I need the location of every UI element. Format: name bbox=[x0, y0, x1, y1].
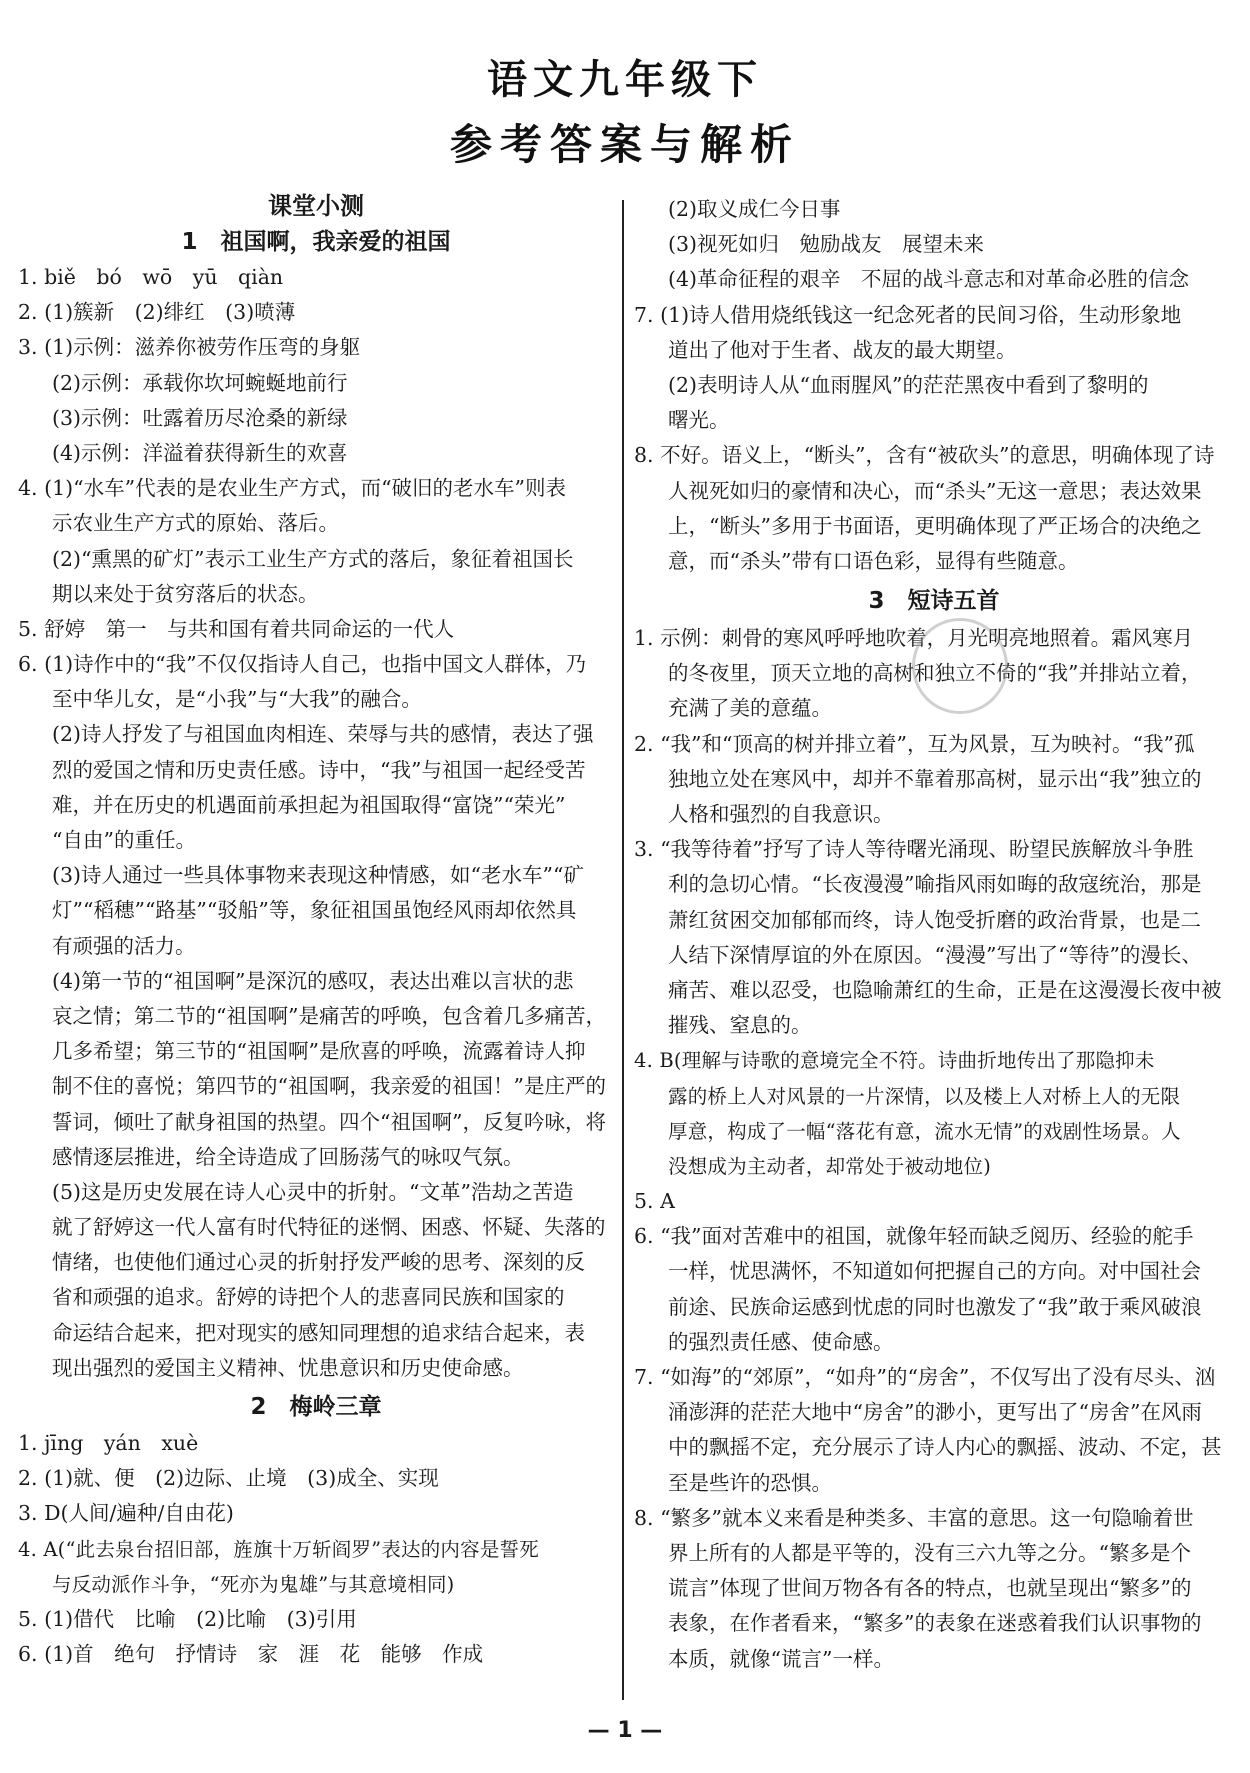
answer-line: 6. “我”面对苦难中的祖国，就像年轻而缺乏阅历、经验的舵手 bbox=[634, 1224, 1194, 1249]
answer-line: (3)视死如归 勉励战友 展望未来 bbox=[668, 232, 985, 257]
answer-line: 8. “繁多”就本义来看是种类多、丰富的意思。这一句隐喻着世 bbox=[634, 1505, 1194, 1530]
section-heading: 1 祖国啊，我亲爱的祖国 bbox=[181, 229, 451, 255]
answer-line: (2)诗人抒发了与祖国血肉相连、荣辱与共的感情，表达了强 bbox=[52, 722, 594, 747]
answer-line: (2)示例：承载你坎坷蜿蜒地前行 bbox=[52, 370, 348, 395]
answer-line: 2. (1)就、便 (2)边际、止境 (3)成全、实现 bbox=[18, 1466, 439, 1491]
answer-line: 一样，忧思满怀，不知道如何把握自己的方向。对中国社会 bbox=[668, 1259, 1201, 1284]
answer-line: 难，并在历史的机遇面前承担起为祖国取得“富饶”“荣光” bbox=[52, 792, 566, 817]
answer-line: (3)诗人通过一些具体事物来表现这种情感，如“老水车”“矿 bbox=[52, 863, 584, 888]
answer-line: 7. (1)诗人借用烧纸钱这一纪念死者的民间习俗，生动形象地 bbox=[634, 302, 1182, 327]
answer-line: 4. B(理解与诗歌的意境完全不符。诗曲折地传出了那隐抑未 bbox=[634, 1049, 1155, 1073]
answer-line: 露的桥上人对风景的一片深情，以及楼上人对桥上人的无限 bbox=[668, 1084, 1181, 1108]
answer-line: 现出强烈的爱国主义精神、忧患意识和历史使命感。 bbox=[52, 1355, 524, 1380]
answer-line: 4. (1)“水车”代表的是农业生产方式，而“破旧的老水车”则表 bbox=[18, 476, 567, 501]
column-divider bbox=[622, 200, 624, 1700]
answer-line: 前途、民族命运感到忧虑的同时也激发了“我”敢于乘风破浪 bbox=[668, 1294, 1202, 1319]
answer-line: (4)革命征程的艰辛 不屈的战斗意志和对革命必胜的信念 bbox=[668, 267, 1190, 292]
answer-line: (3)示例：吐露着历尽沧桑的新绿 bbox=[52, 405, 348, 430]
answer-line: 上，“断头”多用于书面语，更明确体现了严正场合的决绝之 bbox=[668, 513, 1202, 538]
answer-line: 充满了美的意蕴。 bbox=[668, 696, 832, 721]
document-subtitle: 参考答案与解析 bbox=[449, 120, 800, 169]
answer-line: 痛苦、难以忍受，也隐喻萧红的生命，正是在这漫漫长夜中被 bbox=[668, 977, 1222, 1002]
answer-line: 谎言”体现了世间万物各有各的特点，也就呈现出“繁多”的 bbox=[668, 1576, 1192, 1601]
answer-line: 期以来处于贫穷落后的状态。 bbox=[52, 581, 319, 606]
answer-line: 涌澎湃的茫茫大地中“房舍”的渺小，更写出了“房舍”在风雨 bbox=[668, 1400, 1202, 1425]
answer-line: 至中华儿女，是“小我”与“大我”的融合。 bbox=[52, 687, 422, 712]
document-title: 语文九年级下 bbox=[487, 57, 763, 103]
section-heading: 3 短诗五首 bbox=[868, 588, 1000, 615]
answer-line: 誓词，倾吐了献身祖国的热望。四个“祖国啊”，反复吟咏，将 bbox=[52, 1109, 606, 1134]
answer-line: 本质，就像“谎言”一样。 bbox=[668, 1646, 894, 1671]
answer-line: 萧红贫困交加郁郁而终，诗人饱受折磨的政治背景，也是二 bbox=[668, 907, 1201, 932]
left-column bbox=[18, 188, 614, 1672]
answer-line: 摧残、窒息的。 bbox=[668, 1013, 812, 1038]
answer-line: “自由”的重任。 bbox=[52, 828, 196, 852]
answer-line: 3. “我等待着”抒写了诗人等待曙光涌现、盼望民族解放斗争胜 bbox=[634, 837, 1194, 862]
answer-line: 烈的爱国之情和历史责任感。诗中，“我”与祖国一起经受苦 bbox=[52, 757, 586, 782]
answer-line: 命运结合起来，把对现实的感知同理想的追求结合起来，表 bbox=[52, 1320, 585, 1345]
answer-line: 灯”“稻穗”“路基”“驳船”等，象征祖国虽饱经风雨却依然具 bbox=[52, 898, 577, 923]
answer-line: 人视死如归的豪情和决心，而“杀头”无这一意思；表达效果 bbox=[668, 478, 1202, 503]
section-heading: 课堂小测 bbox=[268, 192, 364, 220]
answer-line: (4)示例：洋溢着获得新生的欢喜 bbox=[52, 440, 348, 465]
answer-line: 利的急切心情。“长夜漫漫”喻指风雨如晦的敌寇统治，那是 bbox=[668, 872, 1202, 897]
section-heading: 2 梅岭三章 bbox=[250, 1394, 382, 1420]
answer-line: 哀之情；第二节的“祖国啊”是痛苦的呼唤，包含着几多痛苦， bbox=[52, 1003, 606, 1028]
answer-line: 5. (1)借代 比喻 (2)比喻 (3)引用 bbox=[18, 1606, 357, 1631]
answer-line: 独地立处在寒风中，却并不靠着那高树，显示出“我”独立的 bbox=[668, 766, 1202, 791]
answer-line: 感情逐层推进，给全诗造成了回肠荡气的咏叹气氛。 bbox=[52, 1144, 524, 1169]
answer-line: (4)第一节的“祖国啊”是深沉的感叹，表达出难以言状的悲 bbox=[52, 968, 574, 993]
answer-line: 有顽强的活力。 bbox=[52, 933, 196, 958]
answer-line: 5. 舒婷 第一 与共和国有着共同命运的一代人 bbox=[18, 616, 455, 641]
answer-line: 8. 不好。语义上，“断头”，含有“被砍头”的意思，明确体现了诗 bbox=[634, 443, 1215, 468]
answer-line: 几多希望；第三节的“祖国啊”是欣喜的呼唤，流露着诗人抑 bbox=[52, 1039, 586, 1064]
right-column bbox=[634, 192, 1234, 1677]
answer-line: 2. (1)簇新 (2)绯红 (3)喷薄 bbox=[18, 300, 296, 325]
answer-line: (2)“熏黑的矿灯”表示工业生产方式的落后，象征着祖国长 bbox=[52, 546, 574, 571]
answer-line: 示农业生产方式的原始、落后。 bbox=[52, 511, 339, 536]
answer-line: 7. “如海”的“郊原”，“如舟”的“房舍”，不仅写出了没有尽头、汹 bbox=[634, 1365, 1216, 1389]
answer-line: 的强烈责任感、使命感。 bbox=[668, 1329, 894, 1354]
answer-line: 1. jīng yán xuè bbox=[18, 1431, 199, 1455]
answer-line: 表象，在作者看来，“繁多”的表象在迷惑着我们认识事物的 bbox=[668, 1611, 1202, 1636]
answer-line: (2)取义成仁今日事 bbox=[668, 197, 841, 221]
answer-line: 6. (1)诗作中的“我”不仅仅指诗人自己，也指中国文人群体，乃 bbox=[18, 652, 587, 677]
answer-line: 1. 示例：刺骨的寒风呼呼地吹着，月光明亮地照着。霜风寒月 bbox=[634, 626, 1194, 651]
answer-line: 6. (1)首 绝句 抒情诗 家 涯 花 能够 作成 bbox=[18, 1642, 484, 1667]
answer-line: 的冬夜里，顶天立地的高树和独立不倚的“我”并排站立着， bbox=[668, 661, 1202, 686]
answer-line: 3. D(人间/遍种/自由花) bbox=[18, 1501, 234, 1526]
answer-line: 道出了他对于生者、战友的最大期望。 bbox=[668, 337, 1017, 362]
answer-line: (2)表明诗人从“血雨腥风”的茫茫黑夜中看到了黎明的 bbox=[668, 372, 1149, 397]
answer-line: 至是些许的恐惧。 bbox=[668, 1470, 832, 1495]
answer-line: 制不住的喜悦；第四节的“祖国啊，我亲爱的祖国！”是庄严的 bbox=[52, 1074, 606, 1099]
answer-line: 与反动派作斗争，“死亦为鬼雄”与其意境相同) bbox=[52, 1572, 455, 1596]
answer-line: 就了舒婷这一代人富有时代特征的迷惘、困惑、怀疑、失落的 bbox=[52, 1215, 606, 1240]
answer-line: 5. A bbox=[634, 1189, 675, 1214]
answer-line: 4. A(“此去泉台招旧部，旌旗十万斩阎罗”表达的内容是誓死 bbox=[18, 1537, 539, 1561]
answer-line: 曙光。 bbox=[668, 408, 730, 433]
watermark-stamp bbox=[912, 618, 1008, 714]
answer-line: 人格和强烈的自我意识。 bbox=[668, 802, 894, 826]
answer-line: 中的飘摇不定，充分展示了诗人内心的飘摇、波动、不定，甚 bbox=[668, 1435, 1222, 1460]
answer-line: 没想成为主动者，却常处于被动地位) bbox=[668, 1154, 992, 1178]
answer-line: 意，而“杀头”带有口语色彩，显得有些随意。 bbox=[668, 548, 1079, 573]
answer-line: 1. biě bó wō yū qiàn bbox=[18, 265, 284, 289]
answer-line: 2. “我”和“顶高的树并排立着”，互为风景，互为映衬。“我”孤 bbox=[634, 731, 1195, 756]
answer-line: 界上所有的人都是平等的，没有三六九等之分。“繁多是个 bbox=[668, 1540, 1191, 1565]
answer-line: 3. (1)示例：滋养你被劳作压弯的身躯 bbox=[18, 335, 361, 360]
page-number: — 1 — bbox=[587, 1718, 663, 1743]
answer-line: 情绪，也使他们通过心灵的折射抒发严峻的思考、深刻的反 bbox=[52, 1250, 585, 1275]
answer-line: 厚意，构成了一幅“落花有意，流水无情”的戏剧性场景。人 bbox=[668, 1119, 1181, 1143]
answer-line: 人结下深情厚谊的外在原因。“漫漫”写出了“等待”的漫长、 bbox=[668, 942, 1202, 967]
answer-line: (5)这是历史发展在诗人心灵中的折射。“文革”浩劫之苦造 bbox=[52, 1179, 574, 1204]
answer-line: 省和顽强的追求。舒婷的诗把个人的悲喜同民族和国家的 bbox=[52, 1285, 565, 1310]
